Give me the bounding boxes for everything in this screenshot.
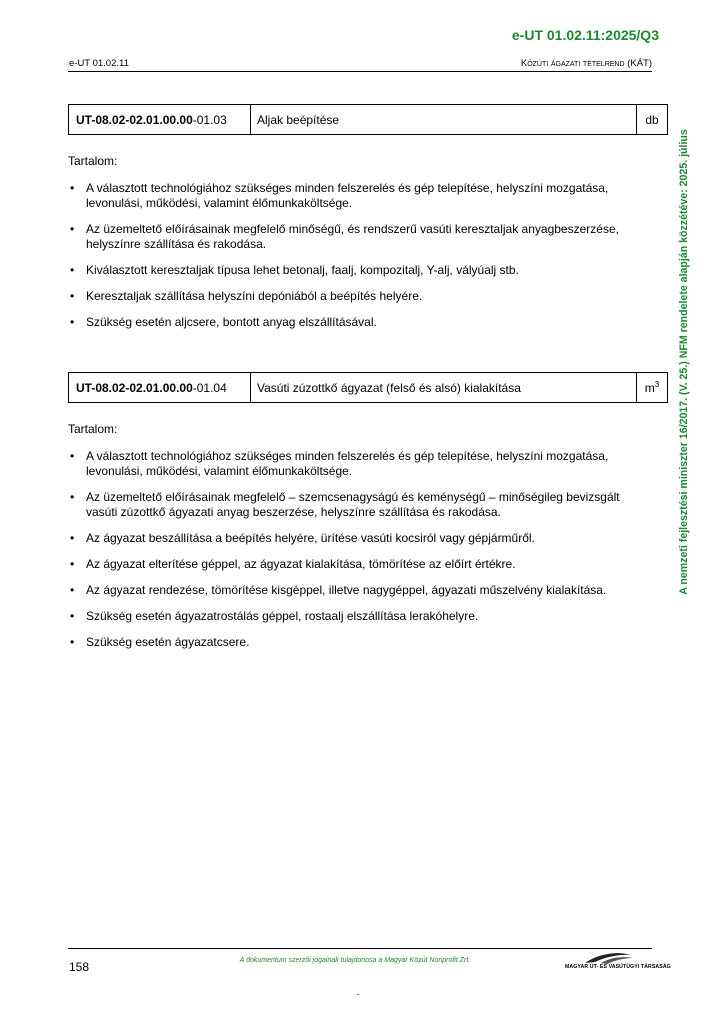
copyright-notice: A dokumentum szerzői jogainak tulajdonosa a Magyar Közút Nonprofit Zrt. — [239, 957, 471, 964]
list-item: • Az üzemeltető előírásainak megfelelő – szemcsenagyságú és keménységű – minőségileg bevizsgált vasúti zúzottkő ágyazati anyag beszerzése, helyszínre szállítása és rakodása. — [68, 490, 628, 520]
header-right — [521, 58, 652, 69]
list-item: • Kiválasztott keresztaljak típusa lehet betonalj, faalj, kompozitalj, Y-alj, vályúalj stb. — [68, 263, 628, 278]
list-item: • Az ágyazat elterítése géppel, az ágyazat kialakítása, tömörítése az előírt értékre. — [68, 557, 628, 572]
side-publication-note: A nemzeti fejlesztési miniszter 16/2017. (V. 25.) NFM rendelete alapján közzétéve: 2025. július — [678, 129, 690, 595]
content-list — [68, 181, 628, 341]
header-right-abbrev: (KÁT) — [627, 58, 652, 69]
item-code-suffix: -01.03 — [192, 112, 227, 127]
item-title: Aljak beépítése — [251, 105, 637, 135]
content-list — [68, 449, 628, 661]
item-title: Vasúti zúzottkő ágyazat (felső és alsó) kialakítása — [251, 373, 637, 403]
list-item: • A választott technológiához szükséges minden felszerelés és gép telepítése, helyszíni mozgatása, levonulási, működési, valamint élőmunkaköltsége. — [68, 181, 628, 211]
list-item: • A választott technológiához szükséges minden felszerelés és gép telepítése, helyszíni mozgatása, levonulási, működési, valamint élőmunkaköltsége. — [68, 449, 628, 479]
page-number: 158 — [69, 960, 90, 974]
content-label: Tartalom: — [68, 422, 118, 436]
list-item: • Szükség esetén ágyazatcsere. — [68, 635, 628, 650]
logo-text: MAGYAR ÚT- ÉS VASÚTÜGYI TÁRSASÁG — [565, 964, 671, 970]
item-code — [69, 373, 251, 403]
header-right-title: Közúti ágazati tételrend — [520, 58, 625, 69]
item-unit: db — [637, 105, 668, 135]
scan-dot — [357, 994, 359, 995]
unit-exponent: 3 — [654, 380, 660, 389]
item-code-main: UT-08.02-02.01.00.00 — [76, 380, 193, 395]
list-item: • Szükség esetén ágyazatrostálás géppel, rostaalj elszállítása lerakóhelyre. — [68, 609, 628, 624]
list-item: • Keresztaljak szállítása helyszíni depóniából a beépítés helyére. — [68, 289, 628, 304]
item-unit — [637, 373, 668, 403]
document-code: e-UT 01.02.11:2025/Q3 — [511, 27, 659, 43]
content-label: Tartalom: — [68, 154, 118, 168]
item-table — [68, 372, 668, 403]
list-item: • Az üzemeltető előírásainak megfelelő minőségű, és rendszerű vasúti keresztaljak anyagbeszerzése, helyszínre szállítása és rakodása. — [68, 222, 628, 252]
unit-base: m — [644, 381, 655, 395]
item-code-main: UT-08.02-02.01.00.00 — [76, 112, 193, 127]
item-code — [69, 105, 251, 135]
list-item: • Az ágyazat rendezése, tömörítése kisgéppel, illetve nagygéppel, ágyazati műszelvény kialakítása. — [68, 583, 628, 598]
logo-swoosh-icon — [565, 951, 655, 965]
header-left: e-UT 01.02.11 — [69, 58, 129, 69]
list-item: • Az ágyazat beszállítása a beépítés helyére, ürítése vasúti kocsiról vagy gépjárműről. — [68, 531, 628, 546]
header-divider — [68, 71, 652, 72]
footer-divider — [68, 948, 652, 949]
company-logo — [565, 951, 671, 973]
item-code-suffix: -01.04 — [192, 380, 227, 395]
list-item: • Szükség esetén aljcsere, bontott anyag elszállításával. — [68, 315, 628, 330]
item-table — [68, 104, 668, 135]
